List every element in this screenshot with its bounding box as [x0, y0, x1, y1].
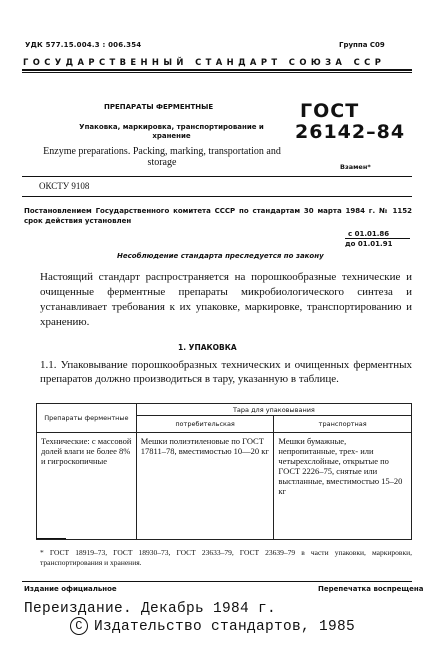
clause-1-1: 1.1. Упаковывание порошкообразных технических и очищенных ферментных препаратов должно производиться в тару, указанную в таблице.	[40, 359, 412, 385]
divider	[22, 196, 412, 197]
table-cell: Технические: с массовой долей влаги не более 8% и гигроскопичные	[37, 433, 137, 540]
publisher-line	[70, 617, 355, 635]
footnote-rule	[36, 538, 66, 539]
table-row	[37, 433, 412, 540]
table-header-transport: транспортная	[274, 416, 412, 433]
table-header-preparations: Препараты ферментные	[37, 404, 137, 433]
table-header-consumer: потребительская	[136, 416, 274, 433]
validity-divider	[345, 238, 410, 239]
gost-number: 26142–84	[295, 121, 406, 143]
title-russian: ПРЕПАРАТЫ ФЕРМЕНТНЫЕ	[104, 103, 214, 111]
reissue-note: Переиздание. Декабрь 1984 г.	[24, 601, 277, 617]
title-english: Enzyme preparations. Packing, marking, transportation and storage	[43, 146, 281, 168]
section-heading: 1. УПАКОВКА	[178, 343, 237, 352]
official-edition: Издание официальное	[24, 585, 117, 593]
packaging-table	[36, 403, 412, 540]
table-cell: Мешки бумажные, непропитанные, трех- или четырехслойные, открытые по ГОСТ 2226–75, снятые или выстланные, вместимостью 15–20 кг	[274, 433, 412, 540]
decree-text: Постановлением Государственного комитета СССР по стандартам 30 марта 1984 г. № 1152 срок действия установлен	[24, 207, 412, 225]
intro-paragraph: Настоящий стандарт распространяется на порошкообразные технические и очищенные ферментные препараты микробиологического синтеза и устанавливает требования к их упаковке, маркировке, транспортированию и хранению.	[40, 271, 412, 328]
table-header-group: Тара для упаковывания	[136, 404, 411, 416]
publisher-name: Издательство стандартов, 1985	[94, 618, 356, 635]
validity-to: до 01.01.91	[345, 240, 393, 248]
reprint-prohibited: Перепечатка воспрещена	[318, 585, 424, 593]
table-cell: Мешки полиэтиленовые по ГОСТ 17811–78, вместимостью 10—20 кг	[136, 433, 274, 540]
divider	[22, 176, 412, 177]
standard-type-heading: ГОСУДАРСТВЕННЫЙ СТАНДАРТ СОЮЗА ССР	[23, 57, 386, 67]
gost-label: ГОСТ	[300, 100, 360, 122]
header-rule-thick	[22, 69, 412, 71]
replaces-label: Взамен*	[340, 163, 371, 171]
okstu-code: ОКСТУ 9108	[39, 181, 90, 191]
udk-code: УДК 577.15.004.3 : 006.354	[25, 41, 142, 49]
group-code: Группа С09	[339, 41, 385, 49]
copyright-icon: С	[70, 617, 88, 635]
subtitle-russian: Упаковка, маркировка, транспортирование и хранение	[79, 123, 264, 140]
divider	[22, 581, 412, 582]
footnote: * ГОСТ 18919–73, ГОСТ 18930–73, ГОСТ 23633–79, ГОСТ 23639–79 в части упаковки, маркировки, транспортирования и хранения.	[40, 548, 412, 567]
validity-from: с 01.01.86	[348, 230, 390, 238]
noncompliance-note: Несоблюдение стандарта преследуется по закону	[117, 252, 324, 260]
header-rule-thin	[22, 72, 412, 73]
